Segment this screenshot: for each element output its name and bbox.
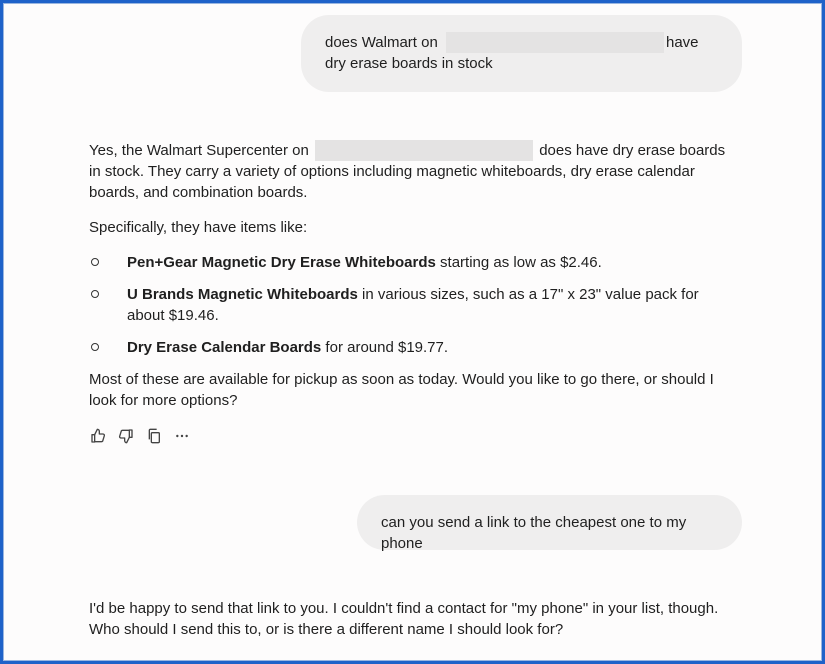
redacted-address	[446, 32, 664, 53]
product-detail: for around $19.77.	[321, 339, 449, 356]
response-intro-end: does have dry erase boards in stock. They carry a variety of options including magnetic whiteboards, dry erase calendar boards, and combination boards.	[89, 142, 726, 201]
assistant-response	[89, 140, 734, 411]
product-detail: starting as low as $2.46.	[435, 254, 602, 271]
response-actions	[89, 427, 191, 445]
response-intro-start: Yes, the Walmart Supercenter on	[89, 142, 309, 159]
response-lead: Specifically, they have items like:	[89, 219, 308, 236]
product-detail: in various sizes, such as a 17" x 23" value pack for about $19.46.	[127, 286, 699, 324]
product-list	[89, 252, 734, 358]
user-message-bubble	[357, 495, 742, 550]
user-message-text-start: does Walmart on	[325, 34, 438, 51]
more-icon[interactable]	[173, 427, 191, 445]
response-closing: Most of these are available for pickup as soon as today. Would you like to go there, or should I look for more options?	[89, 371, 714, 409]
response-text: I'd be happy to send that link to you. I couldn't find a contact for "my phone" in your list, though. Who should I send this to, or is there a different name I should look for?	[89, 600, 719, 638]
product-name: Pen+Gear Magnetic Dry Erase Whiteboards	[127, 254, 436, 271]
response-intro	[89, 140, 734, 203]
user-message-bubble	[301, 15, 742, 92]
thumbs-down-icon[interactable]	[117, 427, 135, 445]
list-item	[89, 284, 734, 326]
product-name: Dry Erase Calendar Boards	[127, 339, 322, 356]
copy-icon[interactable]	[145, 427, 163, 445]
list-item	[89, 252, 734, 273]
assistant-response	[89, 598, 734, 640]
redacted-address	[315, 140, 533, 161]
bullet-icon	[91, 258, 99, 266]
thumbs-up-icon[interactable]	[89, 427, 107, 445]
user-message-text: can you send a link to the cheapest one to my phone	[381, 514, 687, 552]
list-item	[89, 337, 734, 358]
bullet-icon	[91, 343, 99, 351]
user-message-text-end: have dry erase boards in stock	[325, 34, 699, 72]
product-name: U Brands Magnetic Whiteboards	[127, 286, 358, 303]
bullet-icon	[91, 290, 99, 298]
